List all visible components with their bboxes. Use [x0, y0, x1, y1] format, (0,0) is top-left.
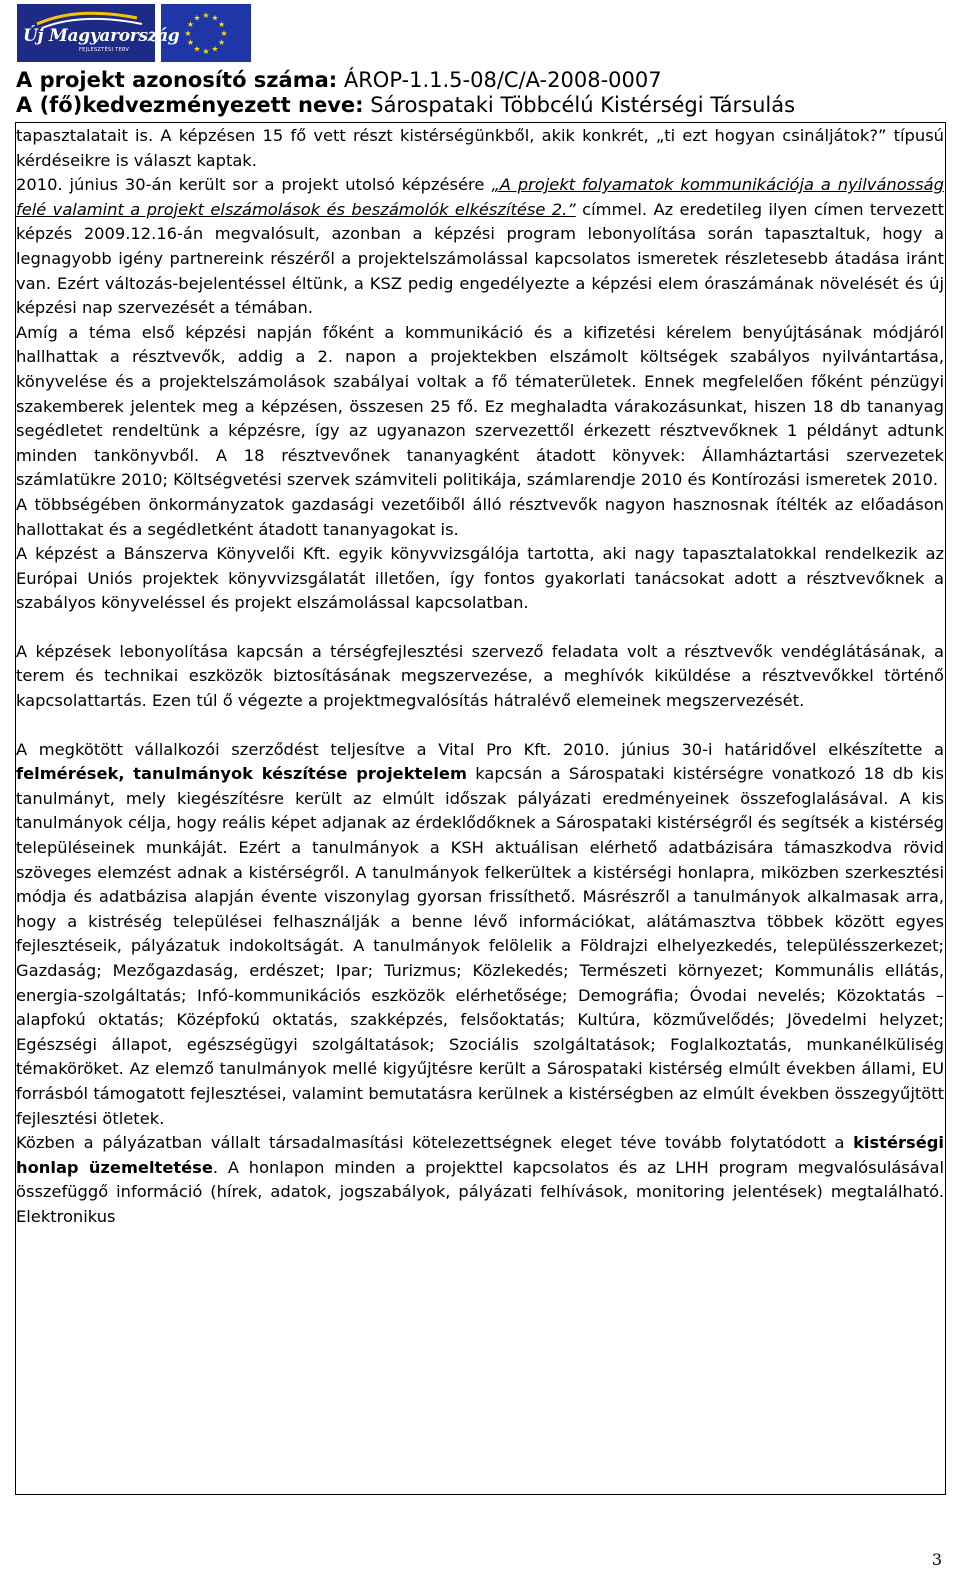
eu-star-icon: ★	[193, 44, 201, 54]
paragraph-7-bold: felmérések, tanulmányok készítése projektelem	[16, 764, 467, 784]
beneficiary-line	[16, 93, 946, 118]
logo-subtitle: FEJLESZTÉSI TERV	[79, 47, 130, 53]
paragraph-4: A többségében önkormányzatok gazdasági vezetőiből álló résztvevők nagyon hasznosnak ítélték az előadáson hallottakat és a segédletként átadott tananyagokat is.	[16, 494, 944, 539]
uj-magyarorszag-logo	[17, 4, 180, 62]
paragraph-8	[16, 1131, 944, 1229]
eu-star-icon: ★	[211, 44, 219, 54]
eu-star-icon: ★	[184, 29, 192, 38]
paragraph-8-rest: . A honlapon minden a projekttel kapcsolatos és az LHH program megvalósulásával összefüggő információ (hírek, adatok, jogszabályok, pályázati felhívások, monitoring jelentések) megtalálható. Elektronikus	[16, 1157, 944, 1226]
training-title: „A projekt folyamatok kommunikációja a nyilvánosság felé valamint a projekt elszámolások és beszámolók elkészítése 2.”	[16, 175, 944, 219]
eu-star-icon: ★	[193, 13, 201, 23]
paragraph-2-rest: címmel. Az eredetileg ilyen címen tervezett képzés 2009.12.16-án megvalósult, azonban a képzési program lebonyolítása során tapasztaltuk, hogy a legnagyobb igény partnereink részéről a projektelszámolással kapcsolatos ismeretek részletesebb átadása iránt van. Ezért változás-bejelentéssel éltünk, a KSZ pedig engedélyezte a képzési elem óraszámának növelését és új képzési nap szervezését a témában.	[16, 199, 944, 318]
paragraph-6: A képzések lebonyolítása kapcsán a térségfejlesztési szervező feladata volt a résztvevők vendéglátásának, a terem és technikai eszközök biztosításának megszervezése, a meghívók kiküldése a résztvevőkkel történő kapcsolattartás. Ezen túl ő végezte a projektmegvalósítás hátralévő elemeinek megszervezését.	[16, 641, 944, 711]
paragraph-7-rest: kapcsán a Sárospataki kistérségre vonatkozó 18 db kis tanulmányt, mely kiegészítésre került az elmúlt időszak pályázati eredményeinek összefoglalásával. A kis tanulmányok célja, hogy reális képet adjanak az érdeklődőknek a Sárospataki kistérségről és segítsék a kistérség településeinek munkáját. Ezért a tanulmányok a KSH aktuálisan elérhető adatbázisára támaszkodva rövid szöveges elemzést adnak a kistérségről. A tanulmányok felkerültek a kistérségi honlapra, miközben szerkesztési módja és adatbázisa alapján évente viszonylag gyorsan frissíthető. Másrészről a tanulmányok alkalmasak arra, hogy a kistréség települései felhasználják a benne lévő információkat, alátámasztva többek között egyes fejlesztéseik, pályázatuk indokoltságát. A tanulmányok felölelik a Földrajzi elhelyezkedés, településszerkezet; Gazdaság; Mezőgazdaság, erdészet; Ipar; Turizmus; Közlekedés; Természeti környezet; Kommunális ellátás, energia-szolgáltatás; Infó-kommunikációs eszközök elérhetősége; Demográfia; Óvodai nevelés; Közoktatás – alapfokú oktatás; Középfokú oktatás, szakképzés, felsőoktatás; Kultúra, közművelődés; Jövedelmi helyzet; Egészségi állapot, egészségügyi szolgáltatások; Szociális szolgáltatások; Foglalkoztatás, munkanélküliség témaköröket. Az elemző tanulmányok mellé kigyűjtésre került a Sárospataki kistérség elmúlt években állami, EU forrásból támogatott fejlesztései, valamint bemutatásra kerülnek a kistérségben az elmúlt években összegyűjtött fejlesztési ötletek.	[16, 764, 944, 1128]
document-body	[16, 124, 944, 1230]
project-id-value: ÁROP-1.1.5-08/C/A-2008-0007	[343, 68, 662, 92]
eu-star-icon: ★	[220, 29, 228, 38]
paragraph-8-bold: kistérségi honlap üzemeltetése	[16, 1133, 944, 1177]
paragraph-3: Amíg a téma első képzési napján főként a kommunikáció és a kifizetési kérelem benyújtásának módjáról hallhattak a résztvevők, addig a 2. napon a projektekben elszámolt költségek szabályos nyilvántartása, könyvelése és a projektelszámolások szabályai voltak a fő tématerületek. Ennek megfelelően főként pénzügyi szakemberek jelentek meg a képzésen, összesen 25 fő. Ez meghaladta várakozásunkat, hiszen 18 db tananyag segédletet rendeltünk a képzésre, így az ugyanazon szervezettől érkezett résztvevőknek 1 példányt adtunk minden tankönyvből. A 18 résztvevőnek tananyagként átadott könyvek: Államháztartási szervezetek számlatükre 2010; Költségvetési szervek számviteli politikája, számlarendje 2010 és Kontírozási ismeretek 2010.	[16, 322, 944, 490]
eu-star-icon: ★	[218, 38, 226, 47]
project-id-line	[16, 68, 946, 93]
beneficiary-label: A (fő)kedvezményezett neve:	[16, 93, 364, 117]
eu-star-icon: ★	[211, 13, 219, 23]
paragraph-1: tapasztalatait is. A képzésen 15 fő vett részt kistérségünkből, akik konkrét, „ti ezt hogyan csináljátok?” típusú kérdéseikre is választ kaptak.	[16, 126, 944, 170]
paragraph-2	[16, 173, 944, 321]
project-header	[16, 68, 946, 118]
paragraph-5: A képzést a Bánszerva Könyvelői Kft. egyik könyvvizsgálója tartotta, aki nagy tapasztalatokkal rendelkezik az Európai Uniós projektek könyvvizsgálatát illetően, így fontos gyakorlati tanácsokat adott a résztvevőknek a szabályos könyveléssel és projekt elszámolással kapcsolatban.	[16, 544, 944, 613]
eu-star-icon: ★	[186, 20, 194, 29]
beneficiary-value: Sárospataki Többcélú Kistérségi Társulás	[370, 93, 796, 117]
page-number: 3	[931, 1550, 942, 1569]
paragraph-2-start: 2010. június 30-án került sor a projekt utolsó képzésére	[16, 175, 492, 195]
eu-star-icon: ★	[202, 47, 210, 56]
paragraph-8-start: Közben a pályázatban vállalt társadalmasítási kötelezettségnek eleget téve tovább folytatódott a	[16, 1133, 854, 1153]
header-logos	[17, 4, 251, 62]
eu-star-icon: ★	[202, 11, 210, 20]
paragraph-7-start: A megkötött vállalkozói szerződést teljesítve a Vital Pro Kft. 2010. június 30-i határidővel elkészítette a	[16, 739, 944, 759]
eu-star-icon: ★	[186, 38, 194, 47]
eu-star-icon: ★	[218, 20, 226, 29]
logo-title: Új Magyarország	[23, 26, 180, 46]
project-id-label: A projekt azonosító száma:	[16, 68, 338, 92]
paragraph-7	[16, 738, 944, 1132]
